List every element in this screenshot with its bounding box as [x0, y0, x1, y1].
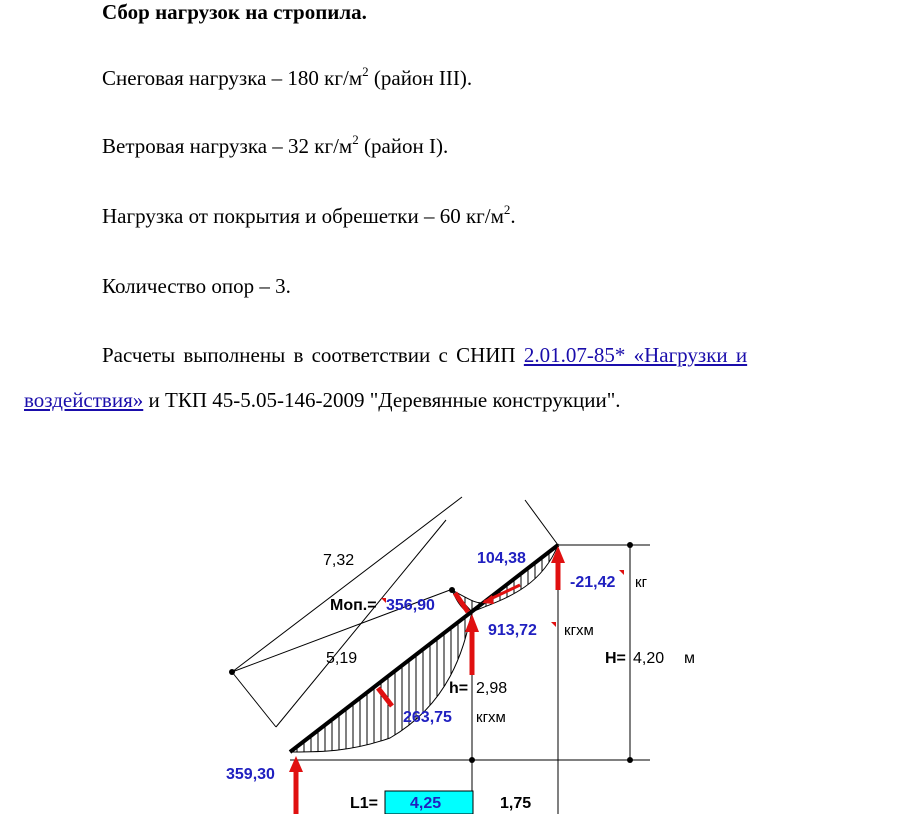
mop-value: 356,90: [386, 597, 435, 614]
input-marker: [619, 570, 624, 575]
H-value: 4,20: [633, 650, 665, 667]
dimension-node: [229, 669, 235, 675]
dimension-node: [627, 542, 633, 548]
supports-paragraph: Количество опор – 3.: [102, 274, 291, 298]
snow-load-sup: 2: [362, 64, 369, 79]
top-reaction-right-value: -21,42: [570, 574, 616, 591]
span-moment-value: 263,75: [403, 709, 452, 726]
snip-link-continued[interactable]: воздействия»: [24, 388, 144, 412]
dimension-node: [627, 757, 633, 763]
dim-lower-label: 5,19: [326, 650, 358, 667]
snip-link[interactable]: 2.01.07-85* «Нагрузки и: [523, 343, 748, 367]
left-reaction-value: 359,30: [226, 766, 275, 783]
cantilever-arrowhead: [482, 595, 494, 604]
mid-reaction-unit: кгхм: [564, 622, 594, 639]
calc-prefix: Расчеты выполнены в соответствии с СНИП: [102, 343, 524, 367]
H-unit: м: [684, 650, 695, 667]
unit-kg-label: кг: [635, 574, 648, 591]
l1-label: L1=: [350, 795, 379, 812]
cover-load-sup: 2: [503, 202, 511, 217]
dim-top-label: 7,32: [323, 552, 355, 569]
span-moment-unit: кгхм: [476, 709, 506, 726]
h-label: h=: [449, 680, 469, 697]
l1-value[interactable]: 4,25: [410, 795, 442, 812]
top-reaction-value: 104,38: [477, 550, 526, 567]
calc-suffix: и ТКП 45-5.05-146-2009 "Деревянные конструкции".: [143, 388, 621, 412]
section-heading: Сбор нагрузок на стропила.: [102, 0, 367, 24]
cover-load-text: Нагрузка от покрытия и обрешетки – 60 кг/м: [102, 204, 504, 228]
dimension-node: [469, 757, 475, 763]
cover-load-tail: .: [510, 204, 516, 228]
input-marker: [551, 622, 556, 627]
snow-load-text: Снеговая нагрузка – 180 кг/м: [102, 66, 363, 90]
H-label: H=: [605, 650, 626, 667]
h-value: 2,98: [476, 680, 508, 697]
wind-load-text: Ветровая нагрузка – 32 кг/м: [102, 134, 353, 158]
snow-load-tail: (район III).: [368, 66, 473, 90]
mop-label: Моп.=: [330, 597, 377, 614]
wind-load-sup: 2: [352, 132, 359, 147]
mid-reaction-value: 913,72: [488, 622, 537, 639]
l2-value: 1,75: [500, 795, 532, 812]
wind-load-tail: (район I).: [358, 134, 449, 158]
